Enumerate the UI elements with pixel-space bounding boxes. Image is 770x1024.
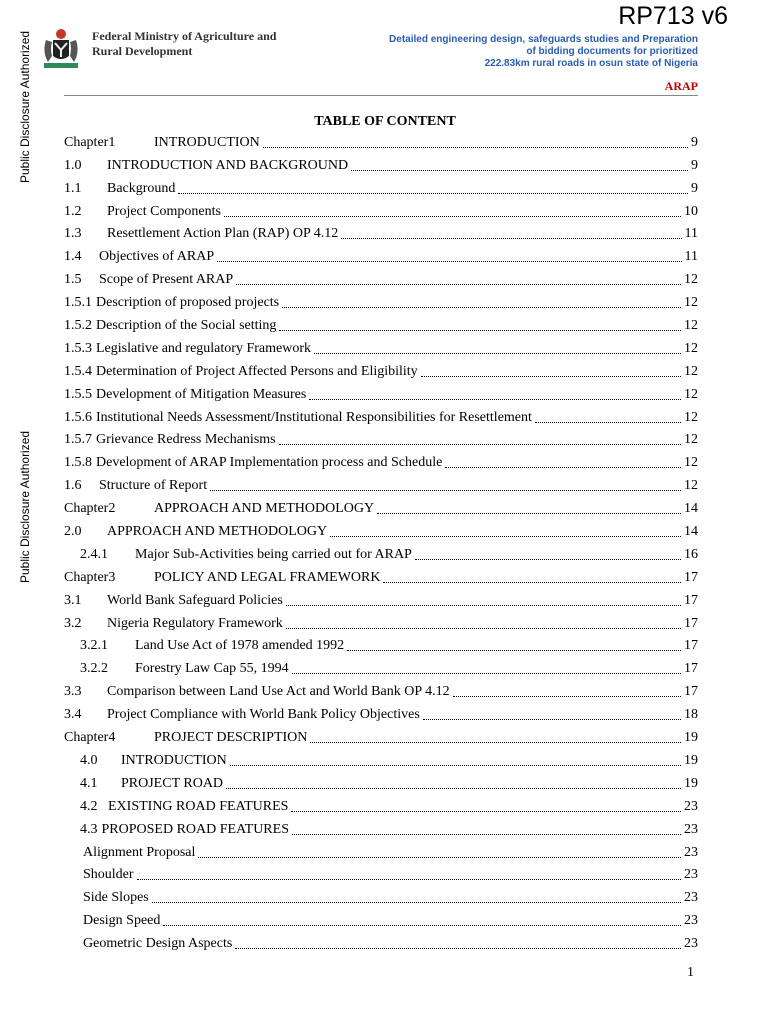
dot-leader	[453, 696, 681, 697]
toc-entry-number: 4.1	[80, 775, 98, 791]
toc-entry-title: PROJECT ROAD	[121, 775, 224, 791]
dot-leader	[351, 170, 688, 171]
toc-entry[interactable]	[64, 793, 698, 816]
toc-entry-label	[64, 500, 374, 518]
toc-entry-label	[64, 180, 175, 198]
toc-entry-label	[80, 821, 289, 839]
toc-entry-title: World Bank Safeguard Policies	[107, 592, 283, 608]
toc-entry[interactable]	[64, 152, 698, 175]
document-tag: ARAP	[664, 79, 698, 93]
toc-entry-label	[64, 271, 233, 289]
toc-entry-label	[64, 203, 221, 221]
toc-entry[interactable]	[64, 358, 698, 381]
toc-entry-page: 9	[691, 180, 698, 196]
toc-entry-title: Nigeria Regulatory Framework	[107, 615, 283, 631]
toc-entry-title: Development of Mitigation Measures	[96, 386, 307, 402]
toc-entry-label	[80, 660, 289, 678]
toc-entry-label	[64, 683, 450, 701]
dot-leader	[383, 582, 681, 583]
toc-entry[interactable]	[64, 930, 698, 953]
dot-leader	[314, 353, 681, 354]
toc-entry-title: Grievance Redress Mechanisms	[96, 432, 276, 448]
toc-entry-label	[64, 729, 307, 747]
toc-entry-page: 12	[684, 409, 698, 425]
toc-entry[interactable]	[64, 816, 698, 839]
page-number: 1	[687, 965, 694, 980]
toc-entry-page: 12	[684, 340, 698, 356]
dot-leader	[415, 559, 681, 560]
dot-leader	[198, 857, 681, 858]
toc-entry[interactable]	[64, 404, 698, 427]
toc-entry-number: 1.5	[64, 272, 82, 288]
dot-leader	[217, 261, 681, 262]
toc-entry-page: 12	[684, 386, 698, 402]
toc-entry-number: 1.5.5	[64, 386, 92, 402]
toc-entry-page: 19	[684, 730, 698, 746]
dot-leader	[377, 513, 681, 514]
toc-entry-page: 19	[684, 752, 698, 768]
toc-entry-number: 1.5.1	[64, 295, 92, 311]
table-of-contents	[64, 129, 698, 953]
toc-entry[interactable]	[64, 129, 698, 152]
toc-entry-number: 1.5.3	[64, 340, 92, 356]
toc-entry[interactable]	[64, 655, 698, 678]
toc-entry-number: 1.0	[64, 157, 82, 173]
toc-entry-title: EXISTING ROAD FEATURES	[108, 798, 289, 814]
toc-entry-label	[64, 363, 418, 381]
toc-entry-title: POLICY AND LEGAL FRAMEWORK	[154, 569, 381, 585]
toc-entry-page: 17	[684, 569, 698, 585]
toc-entry[interactable]	[64, 266, 698, 289]
toc-entry-number: 3.2.1	[80, 638, 108, 654]
toc-entry-page: 23	[684, 821, 698, 837]
toc-entry-label	[83, 866, 134, 884]
toc-entry-title: PROJECT DESCRIPTION	[154, 730, 308, 746]
toc-entry-number: 1.2	[64, 203, 82, 219]
toc-entry-page: 18	[684, 707, 698, 723]
toc-entry-title: Determination of Project Affected Persons and Eligibility	[96, 363, 418, 379]
toc-entry[interactable]	[64, 770, 698, 793]
toc-entry-title: Alignment Proposal	[83, 844, 196, 860]
toc-entry-label	[64, 248, 214, 266]
toc-entry-page: 12	[684, 363, 698, 379]
toc-entry[interactable]	[64, 518, 698, 541]
toc-entry-label	[64, 340, 311, 358]
toc-entry[interactable]	[64, 587, 698, 610]
dot-leader	[279, 444, 681, 445]
toc-entry-page: 23	[684, 913, 698, 929]
dot-leader	[286, 605, 681, 606]
toc-entry-page: 17	[684, 661, 698, 677]
toc-entry-page: 12	[684, 455, 698, 471]
toc-entry-page: 17	[684, 684, 698, 700]
toc-entry-page: 17	[684, 638, 698, 654]
toc-entry[interactable]	[64, 243, 698, 266]
toc-entry-title: Comparison between Land Use Act and World Bank OP 4.12	[107, 684, 450, 700]
toc-entry-label	[83, 889, 149, 907]
toc-entry-label	[64, 615, 283, 633]
toc-entry-title: Major Sub-Activities being carried out for ARAP	[135, 546, 412, 562]
toc-entry-number: 1.4	[64, 249, 82, 265]
toc-entry-number: 3.4	[64, 707, 82, 723]
detail-line1: Detailed engineering design, safeguards studies and Preparation	[389, 34, 698, 45]
toc-entry-label	[64, 225, 338, 243]
toc-entry[interactable]	[64, 724, 698, 747]
toc-entry-title: Description of the Social setting	[96, 318, 277, 334]
toc-entry[interactable]	[64, 884, 698, 907]
toc-entry[interactable]	[64, 449, 698, 472]
project-description	[389, 34, 698, 70]
toc-entry-label	[64, 454, 442, 472]
toc-entry-label	[83, 912, 160, 930]
toc-entry-page: 14	[684, 524, 698, 540]
toc-entry[interactable]	[64, 335, 698, 358]
dot-leader	[445, 467, 681, 468]
toc-entry-label	[64, 134, 260, 152]
toc-entry-number: 2.0	[64, 524, 82, 540]
toc-entry-title: Objectives of ARAP	[99, 249, 215, 265]
toc-entry-page: 23	[684, 798, 698, 814]
toc-entry-title: Description of proposed projects	[96, 295, 280, 311]
ministry-line1: Federal Ministry of Agriculture and	[92, 29, 277, 43]
toc-entry-label	[64, 386, 306, 404]
toc-entry-number: 1.3	[64, 226, 82, 242]
toc-entry-page: 16	[684, 546, 698, 562]
toc-entry-title: INTRODUCTION	[154, 134, 260, 150]
toc-entry-number: 4.2	[80, 798, 98, 814]
dot-leader	[330, 536, 681, 537]
dot-leader	[226, 788, 681, 789]
toc-entry-label	[83, 935, 232, 953]
toc-entry-label	[64, 592, 283, 610]
toc-entry-label	[80, 775, 223, 793]
toc-entry[interactable]	[64, 610, 698, 633]
toc-entry-number: 1.5.6	[64, 409, 92, 425]
header-divider	[64, 95, 698, 96]
toc-entry-title: Structure of Report	[99, 478, 208, 494]
toc-entry-number: 1.1	[64, 180, 82, 196]
toc-entry-label	[64, 523, 327, 541]
toc-entry-page: 14	[684, 501, 698, 517]
toc-entry-page: 17	[684, 592, 698, 608]
toc-entry-label	[64, 409, 532, 427]
toc-entry-title: Project Compliance with World Bank Policy Objectives	[107, 707, 420, 723]
toc-entry[interactable]	[64, 839, 698, 862]
dot-leader	[230, 765, 681, 766]
toc-entry[interactable]	[64, 747, 698, 770]
dot-leader	[341, 238, 681, 239]
disclosure-watermark: Public Disclosure Authorized	[18, 30, 32, 183]
toc-entry-page: 12	[684, 432, 698, 448]
toc-entry-title: Geometric Design Aspects	[83, 936, 233, 952]
toc-entry-label	[64, 706, 420, 724]
toc-entry-title: Forestry Law Cap 55, 1994	[135, 661, 289, 677]
dot-leader	[236, 284, 681, 285]
toc-entry-title: Scope of Present ARAP	[99, 272, 234, 288]
toc-entry-title: Resettlement Action Plan (RAP) OP 4.12	[107, 226, 339, 242]
toc-entry-label	[64, 157, 348, 175]
dot-leader	[178, 193, 688, 194]
dot-leader	[282, 307, 681, 308]
toc-entry-number: 1.5.7	[64, 432, 92, 448]
toc-entry-page: 12	[684, 295, 698, 311]
toc-entry-page: 10	[684, 203, 698, 219]
toc-entry[interactable]	[64, 564, 698, 587]
toc-entry-number: Chapter2	[64, 501, 116, 517]
dot-leader	[286, 628, 681, 629]
toc-entry[interactable]	[64, 678, 698, 701]
toc-entry-label	[83, 844, 195, 862]
toc-entry-title: Institutional Needs Assessment/Institutional Responsibilities for Resettlement	[96, 409, 532, 425]
toc-entry-number: 4.3	[80, 821, 98, 837]
toc-entry[interactable]	[64, 289, 698, 312]
dot-leader	[423, 719, 681, 720]
toc-entry[interactable]	[64, 472, 698, 495]
toc-title: TABLE OF CONTENT	[314, 114, 456, 129]
toc-entry-title: INTRODUCTION AND BACKGROUND	[107, 157, 349, 173]
toc-entry-title: INTRODUCTION	[121, 752, 227, 768]
dot-leader	[163, 925, 681, 926]
toc-entry-label	[64, 431, 276, 449]
toc-entry-number: Chapter1	[64, 134, 116, 150]
toc-entry-page: 17	[684, 615, 698, 631]
toc-entry-page: 11	[684, 249, 698, 265]
toc-entry[interactable]	[64, 541, 698, 564]
toc-entry-page: 12	[684, 478, 698, 494]
dot-leader	[292, 834, 681, 835]
toc-entry-page: 23	[684, 844, 698, 860]
toc-entry[interactable]	[64, 907, 698, 930]
toc-entry-page: 23	[684, 867, 698, 883]
dot-leader	[421, 376, 681, 377]
dot-leader	[292, 673, 681, 674]
dot-leader	[279, 330, 681, 331]
toc-entry-number: 1.5.2	[64, 318, 92, 334]
dot-leader	[309, 399, 681, 400]
detail-line2: of bidding documents for prioritized	[526, 46, 698, 57]
document-code: RP713 v6	[618, 2, 728, 30]
toc-entry-label	[64, 569, 380, 587]
toc-entry-page: 12	[684, 318, 698, 334]
toc-entry-label	[64, 317, 276, 335]
toc-entry-title: Design Speed	[83, 913, 161, 929]
toc-entry-number: 3.1	[64, 592, 82, 608]
dot-leader	[310, 742, 681, 743]
toc-entry-page: 9	[691, 134, 698, 150]
dot-leader	[263, 147, 688, 148]
toc-entry-title: Land Use Act of 1978 amended 1992	[135, 638, 345, 654]
toc-entry[interactable]	[64, 381, 698, 404]
toc-entry-number: 3.3	[64, 684, 82, 700]
toc-entry-label	[80, 752, 227, 770]
toc-entry-number: 3.2.2	[80, 661, 108, 677]
toc-entry-number: 4.0	[80, 752, 98, 768]
toc-entry-title: Background	[107, 180, 176, 196]
toc-entry-title: Legislative and regulatory Framework	[96, 340, 311, 356]
toc-entry-title: PROPOSED ROAD FEATURES	[101, 821, 289, 837]
toc-entry-title: APPROACH AND METHODOLOGY	[154, 501, 375, 517]
toc-entry[interactable]	[64, 312, 698, 335]
toc-entry-title: Project Components	[107, 203, 221, 219]
toc-entry-title: Development of ARAP Implementation process and Schedule	[96, 455, 443, 471]
dot-leader	[291, 811, 681, 812]
toc-entry[interactable]	[64, 175, 698, 198]
disclosure-watermark: Public Disclosure Authorized	[18, 430, 32, 583]
dot-leader	[210, 490, 681, 491]
toc-entry-page: 19	[684, 775, 698, 791]
dot-leader	[347, 650, 681, 651]
dot-leader	[224, 216, 681, 217]
toc-entry[interactable]	[64, 701, 698, 724]
toc-entry-page: 23	[684, 890, 698, 906]
ministry-line2: Rural Development	[92, 44, 193, 58]
dot-leader	[152, 902, 681, 903]
toc-entry-label	[80, 798, 288, 816]
dot-leader	[235, 948, 681, 949]
toc-entry[interactable]	[64, 633, 698, 656]
toc-entry-number: 3.2	[64, 615, 82, 631]
toc-entry-number: 1.5.4	[64, 363, 92, 379]
toc-entry-number: 1.5.8	[64, 455, 92, 471]
toc-entry[interactable]	[64, 221, 698, 244]
toc-entry-number: Chapter3	[64, 569, 116, 585]
coat-of-arms-icon	[38, 26, 84, 72]
toc-entry-title: APPROACH AND METHODOLOGY	[107, 524, 328, 540]
toc-entry[interactable]	[64, 862, 698, 885]
toc-entry-number: 1.6	[64, 478, 82, 494]
toc-entry-page: 11	[684, 226, 698, 242]
dot-leader	[535, 422, 681, 423]
toc-entry-label	[80, 546, 412, 564]
toc-entry-title: Shoulder	[83, 867, 134, 883]
toc-entry[interactable]	[64, 495, 698, 518]
toc-entry-page: 23	[684, 936, 698, 952]
toc-entry[interactable]	[64, 198, 698, 221]
toc-entry-title: Side Slopes	[83, 890, 149, 906]
toc-entry-label	[80, 637, 344, 655]
ministry-name	[92, 29, 276, 59]
toc-entry[interactable]	[64, 427, 698, 450]
toc-entry-number: Chapter4	[64, 730, 116, 746]
dot-leader	[137, 879, 681, 880]
toc-entry-label	[64, 294, 279, 312]
toc-entry-page: 9	[691, 157, 698, 173]
detail-line3: 222.83km rural roads in osun state of Nigeria	[484, 58, 698, 69]
toc-entry-number: 2.4.1	[80, 546, 108, 562]
toc-entry-page: 12	[684, 272, 698, 288]
toc-entry-label	[64, 477, 207, 495]
